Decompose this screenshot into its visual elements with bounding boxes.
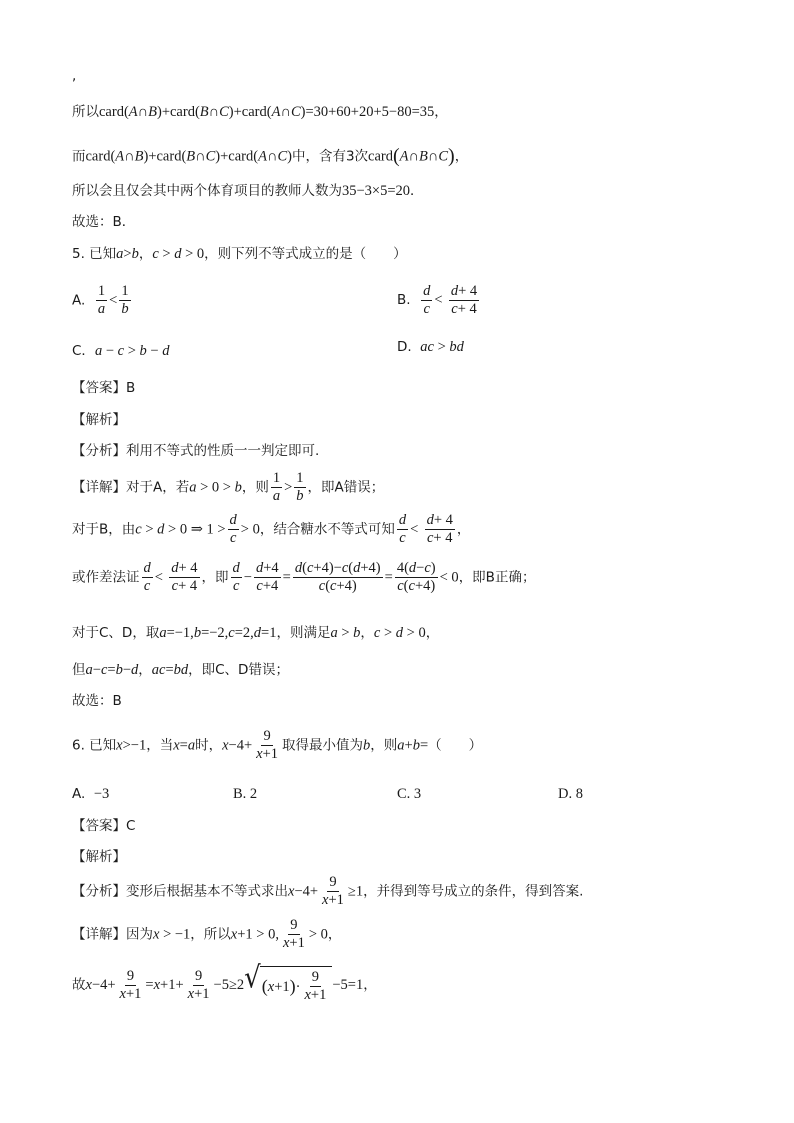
option-c: C．a − c > b − d (72, 343, 170, 359)
detail-line: 对于C、D，取a=−1,b=−2,c=2,d=1，则满足a > b，c > d > 0， (72, 625, 440, 641)
option-b: B. 2 (233, 786, 258, 802)
detail-line: 但a−c=b−d，ac=bd，即C、D错误； (72, 662, 289, 678)
option-b: B. $\frac{d}{c}$ < $\frac{d+ 4}{c+ 4}$ (397, 283, 478, 317)
option-d: D. 8 (558, 786, 583, 802)
text-line: 所以card(A∩B)+card(B∩C)+card(A∩C)=30+60+20+5−80=35， (72, 104, 448, 120)
detail-line: 【详解】对于A，若a > 0 > b，则 $\frac{1}{a}$ > $\frac{1}{b}$ ，即A错误； (72, 470, 385, 505)
option-d: D. ac > bd (397, 339, 464, 355)
question-5-stem: 5. 已知a>b，c > d > 0，则下列不等式成立的是（ ） (72, 246, 407, 262)
analysis-line: 【分析】利用不等式的性质一一判定即可. (72, 443, 320, 459)
analysis-label: 【解析】 (72, 412, 126, 428)
answer-label: 【答案】C (72, 818, 136, 834)
option-c: C. 3 (397, 786, 422, 802)
detail-line: 故x−4+ $\frac{9}{x+1}$ =x+1+ $\frac{9}{x+1}$ −5≥2 √ ( x +1 ) · $\frac{9}{x+1}$ −5=1， (72, 960, 377, 1004)
text-line: 所以会且仅会其中两个体育项目的教师人数为35−3×5=20． (72, 183, 424, 199)
text-line: 故选：B． (72, 214, 136, 230)
answer-label: 【答案】B (72, 380, 136, 396)
analysis-label: 【解析】 (72, 849, 126, 865)
option-a: A. −3 (72, 786, 110, 802)
text-line: 而card(A∩B)+card(B∩C)+card(A∩C)中，含有3次card(A∩B∩C)， (72, 145, 469, 167)
question-6-stem: 6. 已知x>−1，当x=a时，x−4+ $\frac{9}{x+1}$ 取得最小值为b，则a+b=（ ） (72, 728, 483, 763)
detail-line: 故选：B (72, 693, 122, 709)
analysis-line: 【分析】变形后根据基本不等式求出x−4+ $\frac{9}{x+1}$ ≥1，并得到等号成立的条件，得到答案. (72, 874, 584, 909)
detail-line: 或作差法证 $\frac{d}{c}$ < $\frac{d+ 4}{c+ 4}$ ，即 $\frac{d}{c}$ − $\frac{d+4}{c+4}$ = $\frac{d(c+4)-c(d+4)}{c(c+4)}$ = $\frac{4(d-c)}{c(c+4)}$ < 0，即B正确； (72, 560, 536, 595)
detail-line: 对于B，由c > d > 0 ⇒ 1 > $\frac{d}{c}$ > 0，结合糖水不等式可知 $\frac{d}{c}$ < $\frac{d+ 4}{c+ 4}$ ， (72, 512, 471, 547)
option-a: A. $\frac{1}{a}$ < $\frac{1}{b}$ (72, 283, 129, 318)
text-line: , (72, 68, 77, 84)
detail-line: 【详解】因为x > −1，所以x+1 > 0, $\frac{9}{x+1}$ > 0， (72, 917, 342, 952)
